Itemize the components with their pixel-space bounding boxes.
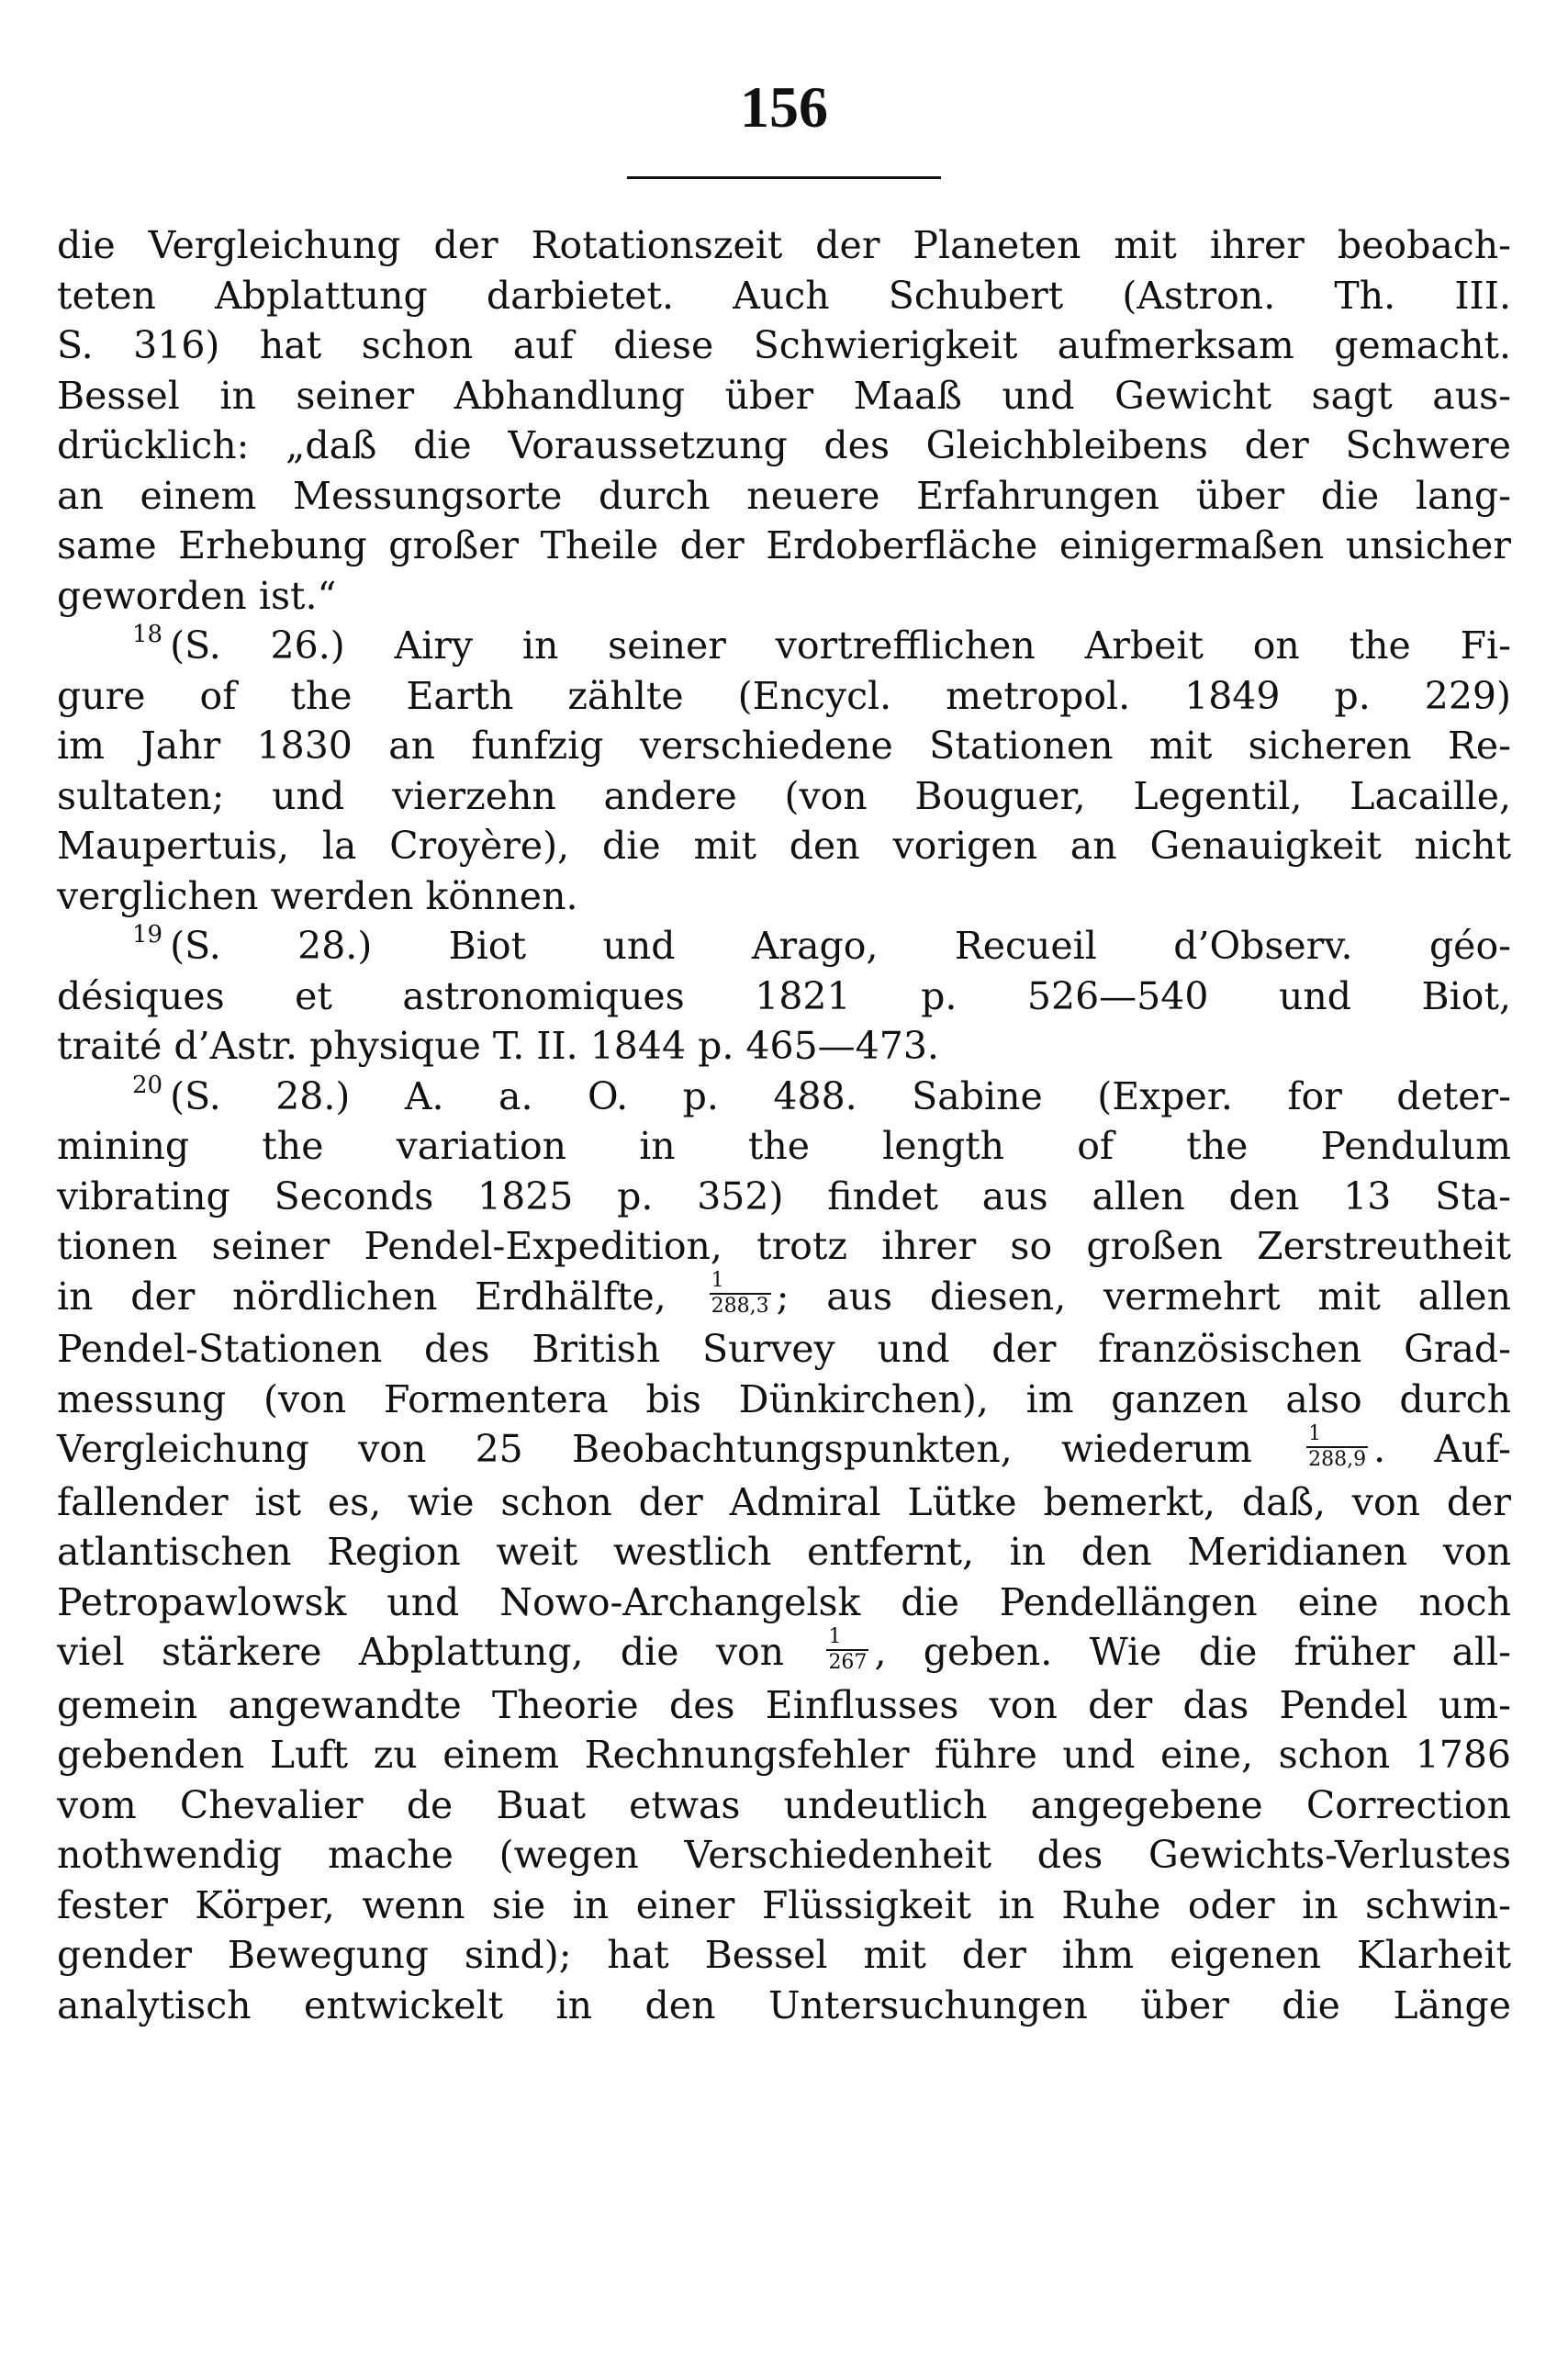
text-line: gemein angewandte Theorie des Einflusses von der das Pendel um-: [57, 1682, 1511, 1727]
text-line: nothwendig mache (wegen Verschiedenheit des Gewichts-Verlustes: [57, 1833, 1511, 1877]
footnote-18-line: [57, 621, 1511, 671]
text-line: vom Chevalier de Buat etwas undeutlich angegebene Correction: [57, 1782, 1511, 1827]
text-line: verglichen werden können.: [57, 873, 578, 918]
fraction: [710, 1269, 771, 1319]
text-line: mining the variation in the length of the Pendulum: [57, 1124, 1511, 1168]
text-segment: Vergleichung von 25 Beobachtungspunkten, wiederum: [57, 1427, 1252, 1471]
text-line: die Vergleichung der Rotationszeit der Planeten mit ihrer beobach-: [57, 223, 1511, 267]
body-text: [57, 220, 1511, 2030]
footnote-number: 19: [132, 921, 163, 949]
footnote-19-line: [57, 921, 1511, 971]
text-line: Petropawlowsk und Nowo-Archangelsk die Pendellängen eine noch: [57, 1579, 1511, 1624]
text-line: Pendel-Stationen des British Survey und der französischen Grad-: [57, 1327, 1511, 1371]
text-line-with-fraction: [57, 1269, 1512, 1325]
fraction-numerator: 1: [710, 1269, 771, 1295]
text-segment: viel stärkere Abplattung, die von: [57, 1630, 785, 1674]
page-number: 156: [740, 74, 828, 140]
fraction-denominator: 267: [828, 1650, 868, 1674]
text-line: gebenden Luft zu einem Rechnungsfehler führe und eine, schon 1786: [57, 1733, 1511, 1777]
text-line: gender Bewegung sind); hat Bessel mit der ihm eigenen Klarheit: [57, 1933, 1511, 1977]
text-line: S. 316) hat schon auf diese Schwierigkeit aufmerksam gemacht.: [57, 323, 1511, 367]
text-line: sultaten; und vierzehn andere (von Bouguer, Legentil, Lacaille,: [57, 773, 1511, 818]
text-segment: , geben. Wie die früher all-: [874, 1630, 1511, 1674]
footnote-text: (S. 26.) Airy in seiner vortrefflichen Arbeit on the Fi-: [170, 623, 1511, 668]
text-line-with-fraction: [57, 1421, 1511, 1477]
footnote-text: (S. 28.) A. a. O. p. 488. Sabine (Exper. for deter-: [170, 1073, 1511, 1118]
text-line: im Jahr 1830 an funfzig verschiedene Stationen mit sicheren Re-: [57, 724, 1511, 768]
header-rule: [627, 176, 941, 179]
text-segment: . Auf-: [1373, 1427, 1511, 1471]
footnote-number: 18: [132, 621, 163, 648]
fraction: [1306, 1422, 1368, 1472]
text-line: désiques et astronomiques 1821 p. 526—540 und Biot,: [57, 973, 1511, 1018]
text-line: fallender ist es, wie schon der Admiral Lütke bemerkt, daß, von der: [57, 1479, 1511, 1524]
text-line: fester Körper, wenn sie in einer Flüssigkeit in Ruhe oder in schwin-: [57, 1882, 1511, 1927]
text-line: gure of the Earth zählte (Encycl. metropol. 1849 p. 229): [57, 673, 1511, 718]
text-line: tionen seiner Pendel-Expedition, trotz ihrer so großen Zerstreutheit: [57, 1224, 1511, 1268]
text-line: vibrating Seconds 1825 p. 352) findet aus allen den 13 Sta-: [57, 1173, 1511, 1218]
text-line: Bessel in seiner Abhandlung über Maaß und Gewicht sagt aus-: [57, 373, 1511, 418]
footnote-number: 20: [132, 1071, 163, 1099]
fraction-denominator: 288,3: [711, 1295, 769, 1318]
fraction: [826, 1625, 868, 1675]
fraction-numerator: 1: [826, 1625, 868, 1651]
text-line: traité d’Astr. physique T. II. 1844 p. 465—473.: [57, 1024, 939, 1068]
text-segment: ; aus diesen, vermehrt mit allen: [776, 1274, 1512, 1319]
text-line: teten Abplattung darbietet. Auch Schubert (Astron. Th. III.: [57, 273, 1511, 318]
text-line-with-fraction: [57, 1624, 1511, 1680]
fraction-numerator: 1: [1306, 1422, 1368, 1448]
text-line: atlantischen Region weit westlich entfernt, in den Meridianen von: [57, 1530, 1511, 1574]
text-line: drücklich: „daß die Voraussetzung des Gleichbleibens der Schwere: [57, 423, 1511, 467]
fraction-denominator: 288,9: [1308, 1447, 1367, 1471]
text-line: same Erhebung großer Theile der Erdoberfläche einigermaßen unsicher: [57, 523, 1511, 567]
text-segment: in der nördlichen Erdhälfte,: [57, 1274, 666, 1319]
footnote-text: (S. 28.) Biot und Arago, Recueil d’Observ. géo-: [170, 924, 1511, 968]
text-line: an einem Messungsorte durch neuere Erfahrungen über die lang-: [57, 473, 1511, 518]
text-line: messung (von Formentera bis Dünkirchen), im ganzen also durch: [57, 1376, 1511, 1421]
text-line: geworden ist.“: [57, 573, 337, 618]
footnote-20-line: [57, 1072, 1511, 1122]
text-line: Maupertuis, la Croyère), die mit den vorigen an Genauigkeit nicht: [57, 824, 1511, 868]
text-line: analytisch entwickelt in den Untersuchungen über die Länge: [57, 1982, 1511, 2027]
